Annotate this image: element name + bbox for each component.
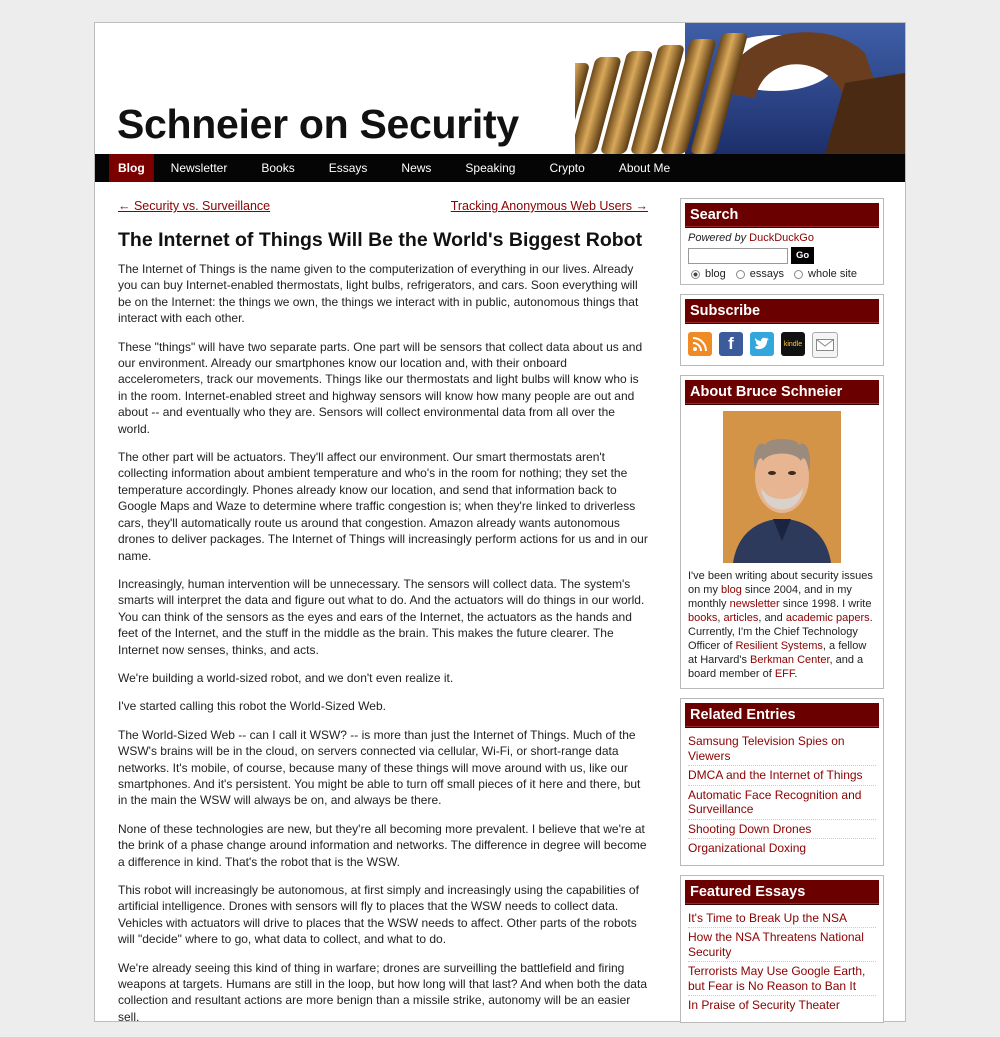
main-nav [95,154,905,182]
search-go-button[interactable]: Go [791,247,814,264]
list-item [688,962,876,996]
powered-by-label: Powered by [688,232,747,244]
search-scope-group [688,268,876,280]
nav-crypto[interactable]: Crypto [549,161,585,175]
search-input[interactable] [688,248,788,264]
prev-post-link[interactable]: ← Security vs. Surveillance [118,199,271,213]
about-articles-link[interactable]: articles [723,612,759,624]
about-newsletter-link[interactable]: newsletter [729,598,780,610]
list-item [688,928,876,962]
about-books-link[interactable]: books [688,612,718,624]
list-item [688,732,876,766]
about-text-part: I've been writing about security issues on my [688,570,873,596]
scope-blog-radio[interactable] [691,270,700,279]
related-entry-link[interactable]: Organizational Doxing [688,841,807,855]
subscribe-widget-title: Subscribe [685,299,879,324]
search-widget [680,198,884,285]
scope-essays-radio[interactable] [736,270,745,279]
post-title: The Internet of Things Will Be the World's Biggest Robot [118,229,643,251]
site-header [95,23,905,154]
post-paragraph: We're building a world-sized robot, and we don't even realize it. [118,670,454,685]
scope-blog-label: blog [705,268,726,280]
scope-essays-label: essays [749,268,785,280]
featured-essay-link[interactable]: It's Time to Break Up the NSA [688,910,848,925]
post-paragraph: These "things" will have two separate parts. One part will be sensors that collect data about us and our environment. Already our smartphones know our location and, with their onboard accelerometers, track our movements. Things like our thermostats and light bulbs will know who is in the room. Internet-enabled street and highway sensors will know how many people are out and about -- and eventually who they are. Sensors will collect environmental data from all over the world. [118,339,643,436]
facebook-icon[interactable]: f [719,332,743,356]
about-text-part: , and a board member of [688,654,864,680]
nav-news[interactable]: News [401,161,432,175]
scope-whole-site-label: whole site [808,268,857,280]
about-berkman-link[interactable]: Berkman Center [750,654,830,666]
post-paragraph: This robot will increasingly be autonomous, at first simply and increasingly using the capabilities of artificial intelligence. Drones with sensors will fly to places that the WSW needs to collect data. Vehicles with actuators will drive to places that the WSW needs to affect. Other parts of the robots will "decide" where to go, what data to collect, and what to do. [118,883,639,947]
list-item [688,766,876,786]
about-papers-link[interactable]: academic papers [785,612,870,624]
post-paragraph: The other part will be actuators. They'll affect our environment. Our smart thermostats aren't collecting information about ambient temperature and who's in the room for nothing; they set the temperature accordingly. Phones already know our location, and send that information back to Google Maps and Waze to determine where traffic congestion is; when they're linked to driverless cars, they'll automatically route us around that congestion. Amazon already wants autonomous drones to deliver packages. The Internet of Things will increasingly perform actions for us and in our name. [118,450,648,563]
related-entry-link[interactable]: DMCA and the Internet of Things [688,768,863,782]
post-paragraph: Increasingly, human intervention will be unnecessary. The sensors will collect data. The system's smarts will interpret the data and figure out what to do. And the actuators will do things in our world. You can think of the sensors as the eyes and ears of the Internet, the actuators as the hands and feet of the Internet, and the stuff in the middle as the brain. This makes the future clearer. The Internet now senses, thinks, and acts. [118,576,645,657]
page-container [94,22,906,1022]
related-entries-widget [680,698,884,866]
nav-newsletter[interactable]: Newsletter [170,161,228,175]
related-entries-title: Related Entries [685,703,879,728]
post-paragraph: We're already seeing this kind of thing in warfare; drones are surveilling the battlefield and firing weapons at targets. Humans are still in the loop, but how long will that last? And when both the data collection and resultant actions are more benign than a missile strike, autonomy will be an easier sell. [118,960,647,1024]
duckduckgo-link[interactable]: DuckDuckGo [749,232,814,244]
featured-essays-widget [680,875,884,1023]
list-item [688,786,876,820]
scope-whole-site-radio[interactable] [794,270,803,279]
featured-essay-link[interactable]: In Praise of Security Theater [688,998,840,1012]
main-content [118,199,648,1037]
list-item [688,996,876,1015]
list-item [688,909,876,929]
featured-essay-link[interactable]: Terrorists May Use Google Earth, but Fear is No Reason to Ban It [688,964,866,993]
about-text-part: since 2004, and in my monthly [688,584,852,610]
sidebar [680,198,884,1032]
about-text-part: , a fellow at Harvard's [688,640,867,666]
post-paragraph: The Internet of Things is the name given to the computerization of everything in our lives. Already you can buy Internet-enabled thermostats, light bulbs, refrigerators, and cars. Soon everything will be on the Internet: the things we own, the things we interact with in public, autonomous things that interact with each other. [118,262,639,326]
post-paragraph: None of these technologies are new, but they're all becoming more prevalent. I believe that we're at the brink of a phase change around information and networks. The difference in degree will become a difference in kind. That's the robot that is the WSW. [118,821,647,869]
related-entry-link[interactable]: Shooting Down Drones [688,821,812,836]
about-text-part: , and [758,612,786,624]
related-entry-link[interactable]: Samsung Television Spies on Viewers [688,734,845,763]
search-widget-title: Search [685,203,879,228]
author-photo[interactable] [723,411,841,563]
about-text [685,569,879,684]
post-paragraph: The World-Sized Web -- can I call it WSW? -- is more than just the Internet of Things. Much of the WSW's brains will be in the cloud, on servers connected via cellular, Wi-Fi, or short-range data networks. It's mobile, of course, because many of these things will move around with us, like our smartphones. And it's persistent. You might be able to turn off small pieces of it here and there, but in the main the WSW will always be on, and always be there. [118,727,641,808]
nav-books[interactable]: Books [261,161,295,175]
about-text-part: , [717,612,724,624]
about-text-part: since 1998. I write [779,598,872,610]
email-icon[interactable] [812,332,838,358]
list-item [688,820,876,840]
post-paragraph: I've started calling this robot the World-Sized Web. [118,699,386,714]
about-widget [680,375,884,689]
nav-essays[interactable]: Essays [328,161,368,175]
nav-speaking[interactable]: Speaking [465,161,516,175]
featured-essays-title: Featured Essays [685,880,879,905]
nav-blog[interactable]: Blog [109,154,154,182]
about-eff-link[interactable]: EFF [774,668,795,680]
about-text-part: . Currently, I'm the Chief Technology Officer of [688,612,873,652]
site-title[interactable]: Schneier on Security [117,101,519,147]
about-blog-link[interactable]: blog [721,584,742,596]
next-post-link[interactable]: Tracking Anonymous Web Users → [450,199,648,213]
twitter-icon[interactable] [750,332,774,356]
nav-about-me[interactable]: About Me [618,161,671,175]
about-text-part: . [794,668,798,680]
kindle-icon[interactable]: kindle [781,332,805,356]
subscribe-widget [680,294,884,366]
about-resilient-link[interactable]: Resilient Systems [735,640,823,652]
list-item [688,839,876,858]
related-entry-link[interactable]: Automatic Face Recognition and Surveillance [688,787,862,816]
about-widget-title: About Bruce Schneier [685,380,879,405]
combination-lock-image [575,23,905,154]
featured-essay-link[interactable]: How the NSA Threatens National Security [688,930,864,959]
post-navigation [118,199,648,213]
rss-icon[interactable] [688,332,712,356]
